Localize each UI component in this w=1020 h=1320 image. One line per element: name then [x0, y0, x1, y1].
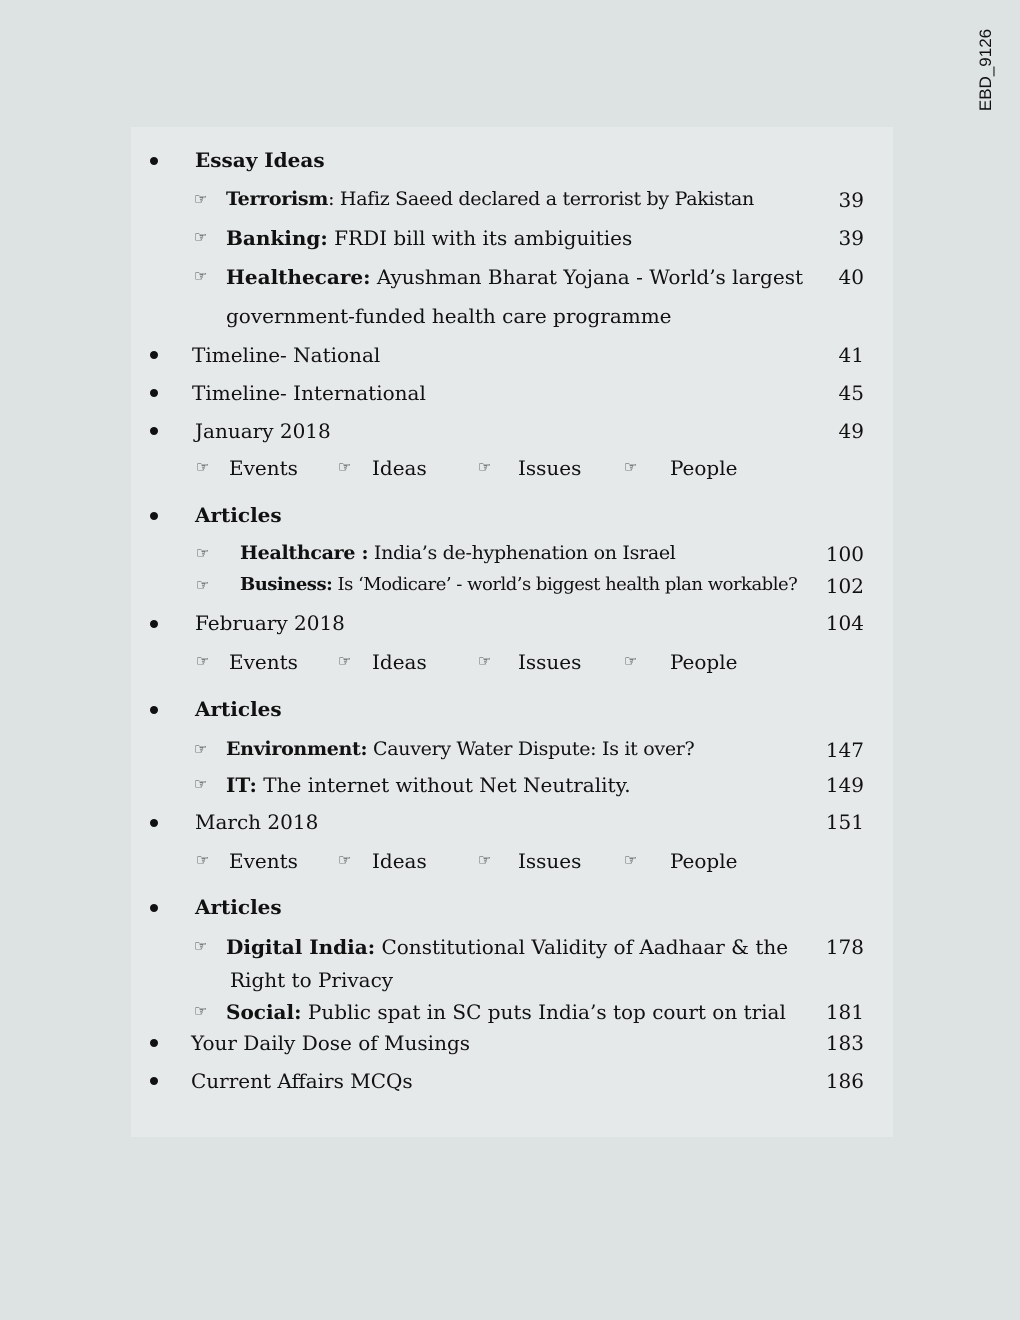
bullet-icon — [150, 620, 158, 628]
bullet-icon — [150, 427, 158, 435]
page-number: 104 — [825, 611, 864, 635]
hand-pointer-icon: ☞ — [196, 652, 210, 670]
bullet-icon — [150, 1039, 158, 1047]
toc-entry-article[interactable]: Business: Is ‘Modicare’ - world’s biggest health plan workable? — [240, 574, 798, 595]
hand-pointer-icon: ☞ — [194, 937, 208, 955]
toc-entry-timeline-national[interactable]: Timeline- National — [192, 343, 381, 367]
page-number: 41 — [838, 343, 864, 367]
section-heading-articles: Articles — [195, 895, 282, 919]
sub-entry-people[interactable]: People — [670, 849, 738, 873]
toc-entry-healthcare-continued: government-funded health care programme — [226, 304, 672, 328]
hand-pointer-icon: ☞ — [194, 740, 208, 758]
hand-pointer-icon: ☞ — [196, 544, 210, 562]
sub-entry-ideas[interactable]: Ideas — [372, 456, 427, 480]
page-number: 149 — [825, 773, 864, 797]
toc-entry-article[interactable]: Environment: Cauvery Water Dispute: Is it over? — [226, 738, 695, 760]
hand-pointer-icon: ☞ — [478, 851, 492, 869]
bullet-icon — [150, 819, 158, 827]
sub-entry-events[interactable]: Events — [229, 456, 298, 480]
toc-entry-article[interactable]: IT: The internet without Net Neutrality. — [226, 773, 631, 797]
section-heading-articles: Articles — [195, 697, 282, 721]
sub-entry-events[interactable]: Events — [229, 849, 298, 873]
hand-pointer-icon: ☞ — [624, 458, 638, 476]
hand-pointer-icon: ☞ — [194, 190, 208, 208]
page-number: 181 — [825, 1000, 864, 1024]
page-number: 39 — [838, 226, 864, 250]
toc-entry-musings[interactable]: Your Daily Dose of Musings — [191, 1031, 471, 1055]
page-number: 178 — [825, 935, 864, 959]
document-code: EBD_9126 — [976, 28, 995, 111]
toc-entry-february[interactable]: February 2018 — [195, 611, 345, 635]
section-heading-articles: Articles — [195, 503, 282, 527]
page-number: 40 — [838, 265, 864, 289]
bullet-icon — [150, 512, 158, 520]
toc-entry-article-continued: Right to Privacy — [230, 968, 394, 992]
bullet-icon — [150, 157, 158, 165]
toc-entry-article[interactable]: Digital India: Constitutional Validity of Aadhaar & the — [226, 935, 789, 959]
hand-pointer-icon: ☞ — [478, 652, 492, 670]
toc-entry-terrorism[interactable]: Terrorism: Hafiz Saeed declared a terrorist by Pakistan — [226, 188, 754, 210]
hand-pointer-icon: ☞ — [338, 851, 352, 869]
sub-entry-people[interactable]: People — [670, 456, 738, 480]
hand-pointer-icon: ☞ — [196, 851, 210, 869]
hand-pointer-icon: ☞ — [194, 775, 208, 793]
toc-entry-mcqs[interactable]: Current Affairs MCQs — [191, 1069, 413, 1093]
toc-entry-timeline-international[interactable]: Timeline- International — [192, 381, 426, 405]
toc-entry-banking[interactable]: Banking: FRDI bill with its ambiguities — [226, 226, 633, 250]
hand-pointer-icon: ☞ — [194, 1002, 208, 1020]
page-number: 183 — [825, 1031, 864, 1055]
page-number: 147 — [825, 738, 864, 762]
hand-pointer-icon: ☞ — [624, 652, 638, 670]
toc-entry-january[interactable]: January 2018 — [195, 419, 331, 443]
toc-entry-article[interactable]: Healthcare : India’s de-hyphenation on Israel — [240, 542, 676, 564]
toc-entry-healthcare[interactable]: Healthecare: Ayushman Bharat Yojana - World’s largest — [226, 265, 803, 289]
hand-pointer-icon: ☞ — [196, 576, 210, 594]
hand-pointer-icon: ☞ — [624, 851, 638, 869]
sub-entry-people[interactable]: People — [670, 650, 738, 674]
hand-pointer-icon: ☞ — [196, 458, 210, 476]
sub-entry-ideas[interactable]: Ideas — [372, 650, 427, 674]
page-number: 39 — [838, 188, 864, 212]
sub-entry-issues[interactable]: Issues — [518, 456, 582, 480]
bullet-icon — [150, 389, 158, 397]
toc-entry-march[interactable]: March 2018 — [195, 810, 319, 834]
hand-pointer-icon: ☞ — [338, 458, 352, 476]
hand-pointer-icon: ☞ — [338, 652, 352, 670]
bullet-icon — [150, 706, 158, 714]
sub-entry-events[interactable]: Events — [229, 650, 298, 674]
page-number: 151 — [825, 810, 864, 834]
hand-pointer-icon: ☞ — [194, 267, 208, 285]
page-number: 49 — [838, 419, 864, 443]
page-number: 45 — [838, 381, 864, 405]
sub-entry-issues[interactable]: Issues — [518, 849, 582, 873]
page-number: 100 — [825, 542, 864, 566]
bullet-icon — [150, 904, 158, 912]
bullet-icon — [150, 351, 158, 359]
hand-pointer-icon: ☞ — [194, 228, 208, 246]
hand-pointer-icon: ☞ — [478, 458, 492, 476]
bullet-icon — [150, 1077, 158, 1085]
page-number: 186 — [825, 1069, 864, 1093]
section-heading-essay-ideas: Essay Ideas — [195, 148, 325, 172]
toc-entry-article[interactable]: Social: Public spat in SC puts India’s top court on trial — [226, 1000, 786, 1024]
sub-entry-issues[interactable]: Issues — [518, 650, 582, 674]
sub-entry-ideas[interactable]: Ideas — [372, 849, 427, 873]
page-number: 102 — [825, 574, 864, 598]
